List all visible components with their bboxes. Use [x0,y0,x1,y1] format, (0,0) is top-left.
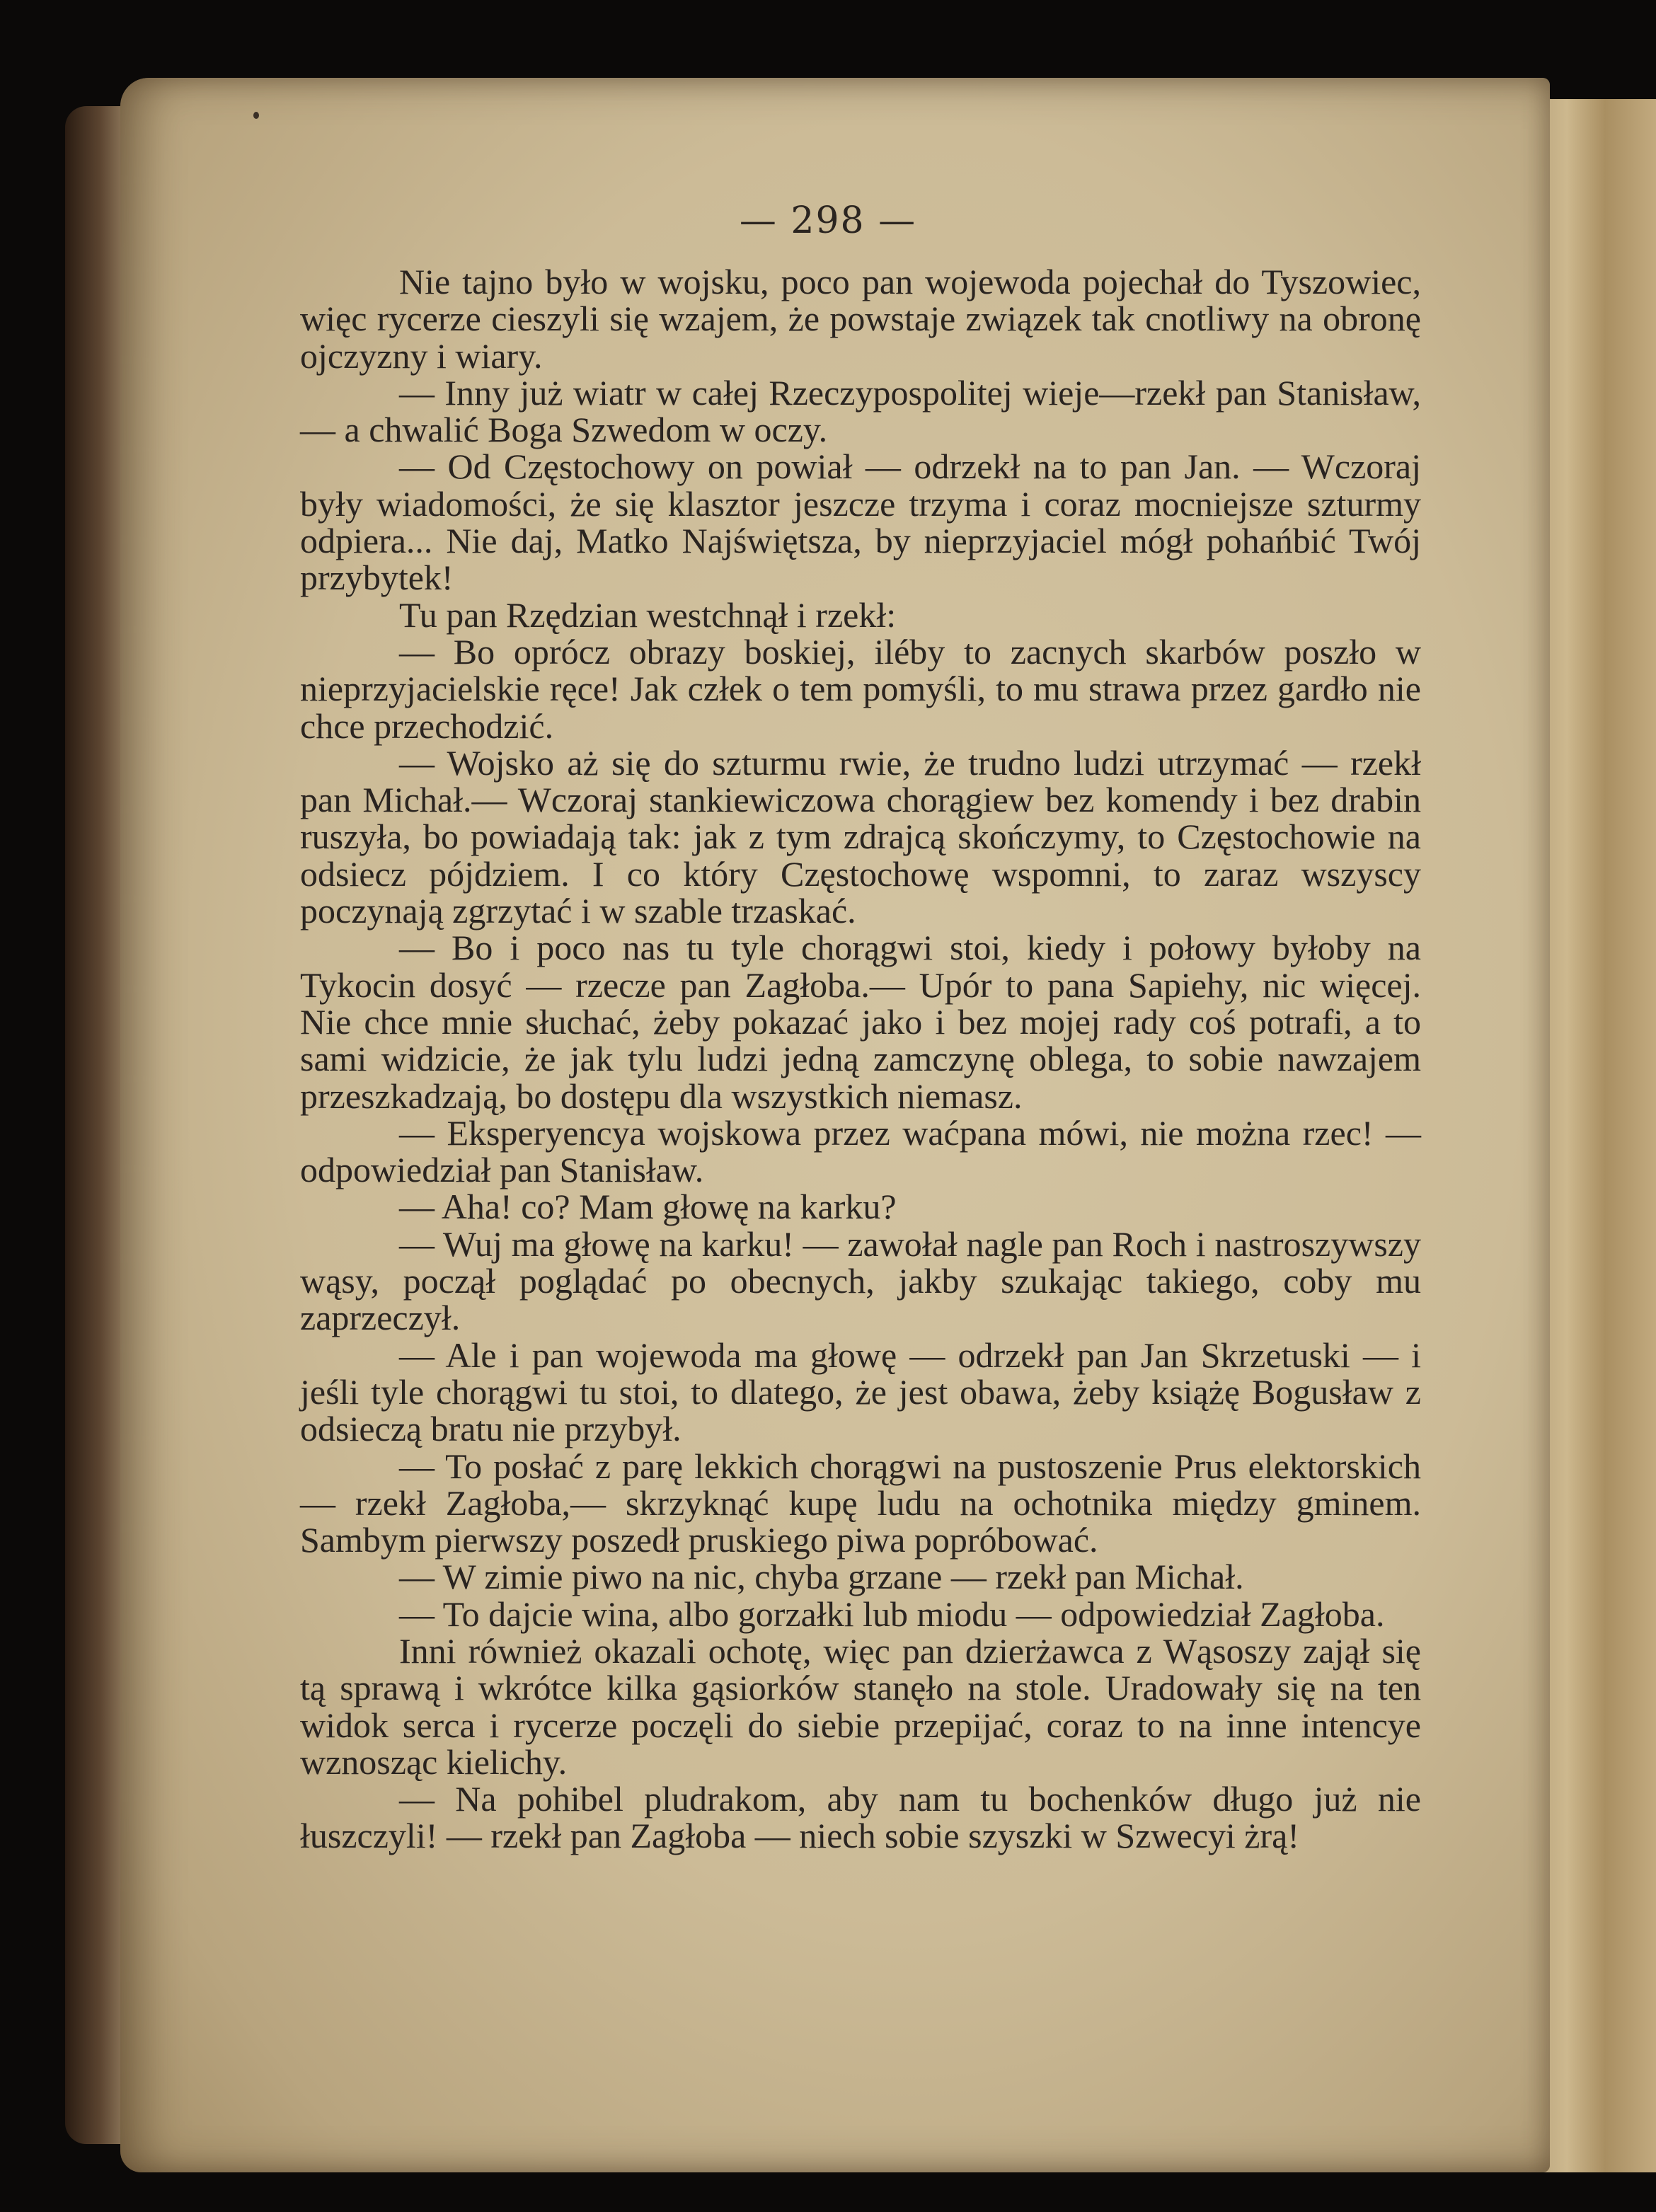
paragraph: — Eksperyencya wojskowa przez waćpana mówi, nie można rzec! — odpowiedział pan Stanisław. [300,1112,1421,1190]
paragraph: — Bo i poco nas tu tyle chorągwi stoi, kiedy i połowy byłoby na Tykocin dosyć — rzecze pan Zagłoba.— Upór to pana Sapiehy, nic więcej. Nie chce mnie słuchać, żeby pokazać jako i bez mojej rady coś potrafi, a to sami widzicie, że jak tylu ludzi jedną zamczynę oblega, to sobie nawzajem przeszkadzają, bo dostępu dla wszystkich niemasz. [300,928,1421,1116]
paragraph: — Aha! co? Mam głowę na karku? [399,1187,897,1227]
paragraph: — W zimie piwo na nic, chyba grzane — rzekł pan Michał. [399,1557,1244,1597]
paragraph: — To posłać z parę lekkich chorągwi na pustoszenie Prus elektorskich — rzekł Zagłoba,— skrzyknąć kupę ludu na ochotnika między gminem. Sambym pierwszy poszedł pruskiego piwa popróbować. [300,1446,1421,1560]
paragraph: — To dajcie wina, albo gorzałki lub miodu — odpowiedział Zagłoba. [399,1594,1385,1634]
page-number: — 298 — [739,200,917,242]
paragraph: — Od Częstochowy on powiał — odrzekł na to pan Jan. — Wczoraj były wiadomości, że się klasztor jeszcze trzyma i coraz mocniejsze szturmy odpiera... Nie daj, Matko Najświętsza, by nieprzyjaciel mógł pohańbić Twój przybytek! [300,447,1421,598]
paragraph: Inni również okazali ochotę, więc pan dzierżawca z Wąsoszy zajął się tą sprawą i wkrótce kilka gąsiorków stanęło na stole. Uradowały się na ten widok serca i rycerze poczęli do siebie przepijać, coraz to na inne intencye wznosząc kielichy. [300,1630,1421,1782]
paragraph: — Bo oprócz obrazy boskiej, iléby to zacnych skarbów poszło w nieprzyjacielskie ręce! Jak człek o tem pomyśli, to mu strawa przez gardło nie chce przechodzić. [300,631,1421,746]
paragraph: Nie tajno było w wojsku, poco pan wojewoda pojechał do Tyszowiec, więc rycerze cieszyli się wzajem, że powstaje związek tak cnotliwy na obronę ojczyzny i wiary. [300,262,1421,376]
paragraph: Tu pan Rzędzian westchnął i rzekł: [399,594,897,635]
paragraph: — Wojsko aż się do szturmu rwie, że trudno ludzi utrzymać — rzekł pan Michał.— Wczoraj stankiewiczowa chorągiew bez komendy i bez drabin ruszyła, bo powiadają tak: jak z tym zdrajcą skończymy, to Częstochowie na odsiecz pójdziem. I co który Częstochowę wspomni, to zaraz wszyscy poczynają zgrzytać i w szable trzaskać. [300,742,1421,931]
paragraph: — Ale i pan wojewoda ma głowę — odrzekł pan Jan Skrzetuski — i jeśli tyle chorągwi tu stoi, to dlatego, że jest obawa, żeby książę Bogusław z odsieczą bratu nie przybył. [300,1335,1421,1449]
ink-speck [253,112,259,119]
body-text [300,263,1421,1855]
paragraph: — Inny już wiatr w całej Rzeczypospolitej wieje—rzekł pan Stanisław,— a chwalić Boga Szwedom w oczy. [300,372,1421,450]
paragraph: — Na pohibel pludrakom, aby nam tu bochenków długo już nie łuszczyli! — rzekł pan Zagłoba — niech sobie szyszki w Szwecyi żrą! [300,1779,1421,1856]
paragraph: — Wuj ma głowę na karku! — zawołał nagle pan Roch i nastroszywszy wąsy, począł poglądać po obecnych, jakby szukając takiego, coby mu zaprzeczył. [300,1223,1421,1338]
